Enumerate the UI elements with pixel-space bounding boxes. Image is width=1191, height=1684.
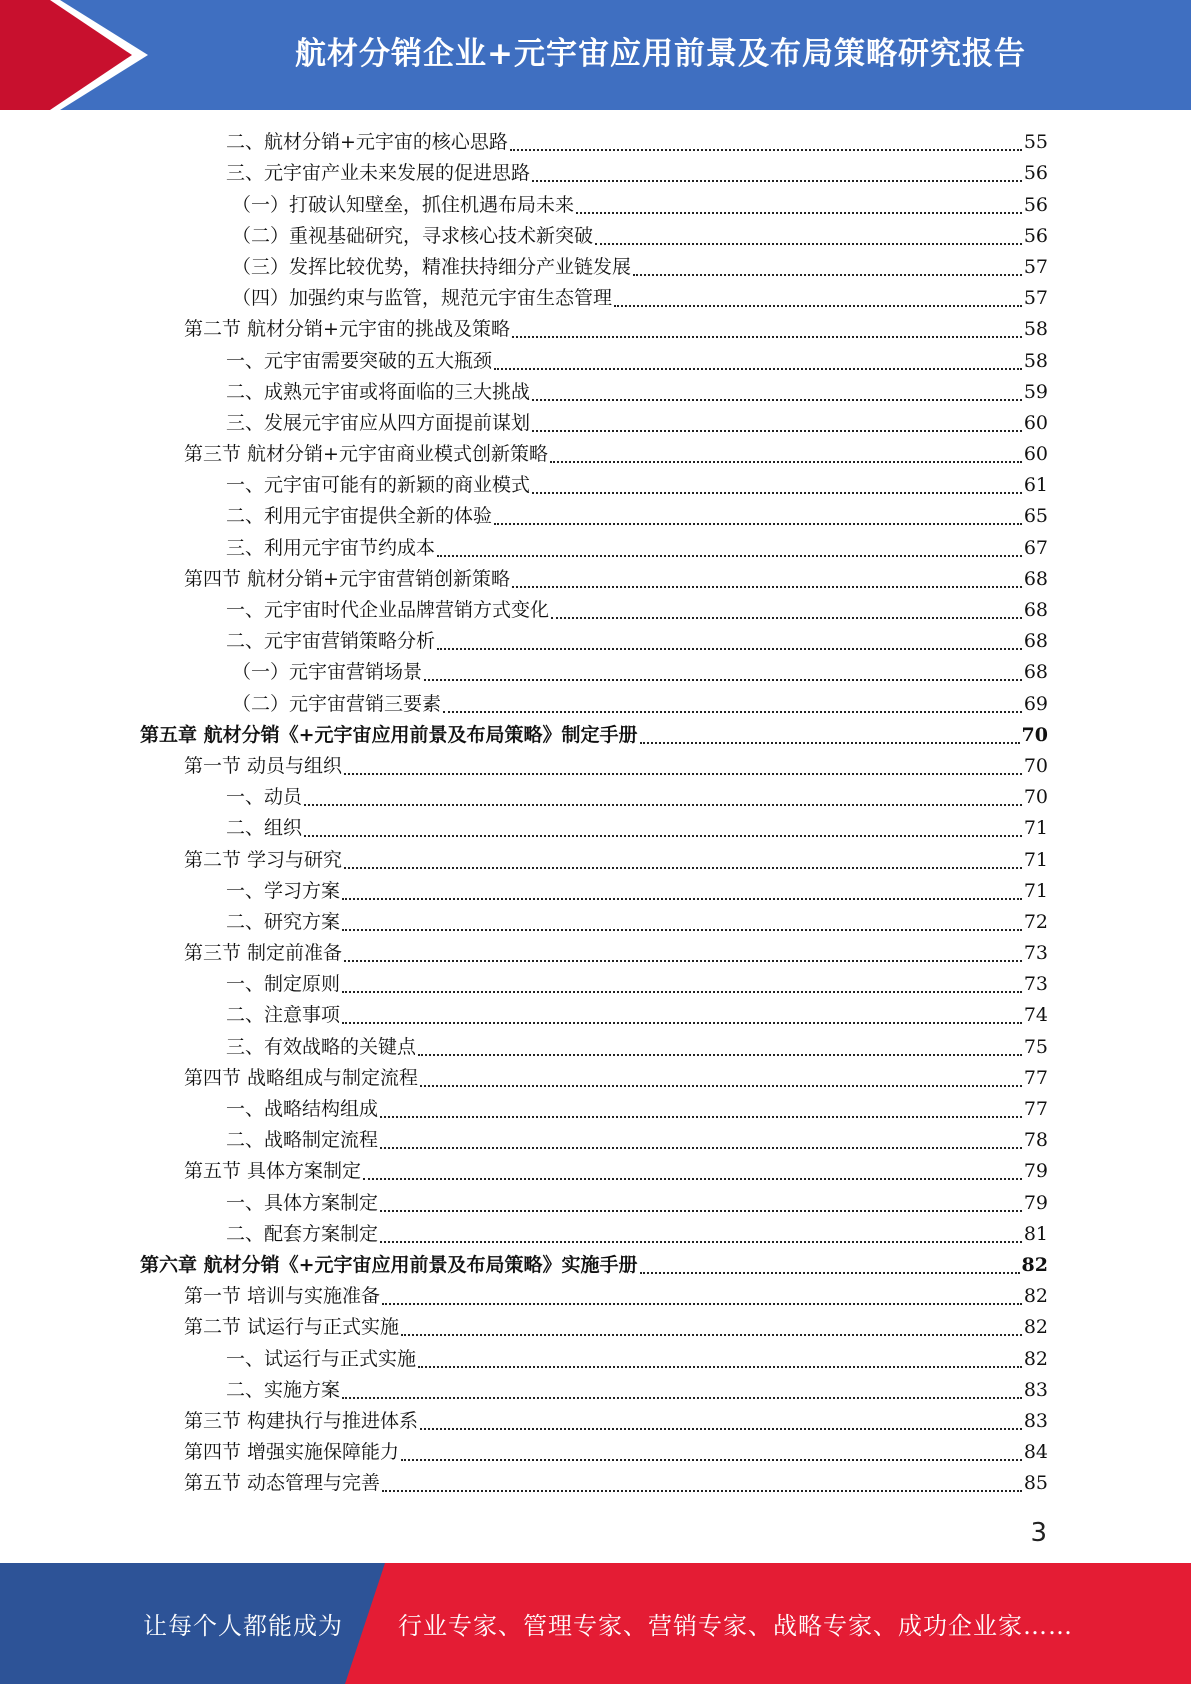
- toc-entry-title: 一、元宇宙时代企业品牌营销方式变化: [226, 599, 550, 621]
- toc-entry-page: 60: [1023, 411, 1048, 434]
- toc-entry-title: 一、元宇宙需要突破的五大瓶颈: [226, 349, 493, 372]
- toc-leader-dots: [640, 742, 1020, 744]
- page-header: [0, 0, 1191, 110]
- toc-entry-title: 第二节 试运行与正式实施: [184, 1316, 400, 1339]
- toc-entry-title: 二、配套方案制定: [226, 1222, 379, 1245]
- toc-entry-page: 70: [1023, 754, 1048, 777]
- toc-leader-dots: [576, 212, 1022, 214]
- toc-entry-title: 二、利用元宇宙提供全新的体验: [226, 505, 493, 528]
- toc-entry-page: 55: [1023, 131, 1048, 154]
- toc-leader-dots: [342, 1397, 1022, 1399]
- footer-slogan-left: 让每个人都能成为: [143, 1612, 343, 1640]
- toc-entry-title: 第五章 航材分销《+元宇宙应用前景及布局策略》制定手册: [140, 723, 638, 746]
- toc-leader-dots: [342, 1022, 1022, 1024]
- toc-leader-dots: [512, 586, 1022, 588]
- toc-entry-page: 85: [1023, 1472, 1048, 1495]
- toc-entry-title: 二、组织: [226, 817, 303, 840]
- toc-entry-title: （二）重视基础研究，寻求核心技术新突破: [232, 224, 594, 247]
- toc-leader-dots: [344, 960, 1022, 962]
- toc-entry[interactable]: [140, 782, 1048, 813]
- toc-entry-title: 二、研究方案: [226, 910, 341, 933]
- toc-entry[interactable]: [140, 127, 1048, 158]
- toc-entry-page: 73: [1023, 942, 1048, 965]
- toc-leader-dots: [344, 773, 1022, 775]
- toc-entry[interactable]: [140, 408, 1048, 439]
- toc-entry-title: 三、有效战略的关键点: [226, 1035, 417, 1058]
- toc-entry[interactable]: [140, 439, 1048, 470]
- toc-entry-title: 第四节 航材分销+元宇宙营销创新策略: [184, 567, 510, 590]
- toc-entry-title: （四）加强约束与监管，规范元宇宙生态管理: [232, 287, 613, 310]
- toc-leader-dots: [420, 1085, 1022, 1087]
- toc-entry[interactable]: [140, 1468, 1048, 1499]
- toc-entry-title: 一、试运行与正式实施: [226, 1347, 417, 1370]
- toc-entry[interactable]: [140, 1375, 1048, 1406]
- toc-entry-page: 74: [1023, 1004, 1048, 1027]
- toc-leader-dots: [380, 1241, 1022, 1243]
- toc-leader-dots: [304, 804, 1022, 806]
- toc-leader-dots: [342, 929, 1022, 931]
- toc-leader-dots: [494, 368, 1022, 370]
- toc-entry-page: 58: [1023, 349, 1048, 372]
- toc-entry-title: （三）发挥比较优势，精准扶持细分产业链发展: [232, 255, 632, 278]
- toc-entry[interactable]: [140, 813, 1048, 844]
- toc-entry[interactable]: [140, 876, 1048, 907]
- toc-entry-page: 56: [1023, 224, 1048, 247]
- toc-entry[interactable]: [140, 189, 1048, 220]
- toc-entry-title: 一、动员: [226, 786, 303, 809]
- toc-entry[interactable]: [140, 1031, 1048, 1062]
- toc-leader-dots: [443, 711, 1022, 713]
- toc-leader-dots: [437, 648, 1022, 650]
- toc-entry[interactable]: [140, 938, 1048, 969]
- toc-entry[interactable]: [140, 345, 1048, 376]
- footer-slogan-right: 行业专家、管理专家、营销专家、战略专家、成功企业家……: [398, 1612, 1073, 1640]
- toc-entry-title: 第二节 航材分销+元宇宙的挑战及策略: [184, 318, 510, 341]
- toc-entry-page: 84: [1023, 1441, 1048, 1464]
- toc-leader-dots: [380, 1147, 1022, 1149]
- toc-entry[interactable]: [140, 595, 1048, 626]
- toc-entry[interactable]: [140, 470, 1048, 501]
- toc-leader-dots: [532, 399, 1022, 401]
- toc-entry[interactable]: [140, 969, 1048, 1000]
- toc-leader-dots: [614, 305, 1022, 307]
- toc-entry-title: 三、发展元宇宙应从四方面提前谋划: [226, 411, 531, 434]
- toc-entry[interactable]: [140, 1187, 1048, 1218]
- toc-entry[interactable]: [140, 1156, 1048, 1187]
- toc-entry-page: 67: [1023, 536, 1048, 559]
- toc-entry[interactable]: [140, 907, 1048, 938]
- toc-entry[interactable]: [140, 532, 1048, 563]
- toc-entry-page: 57: [1023, 287, 1048, 310]
- toc-leader-dots: [304, 835, 1022, 837]
- toc-entry[interactable]: [140, 720, 1048, 751]
- toc-entry[interactable]: [140, 158, 1048, 189]
- toc-entry-page: 82: [1023, 1285, 1048, 1308]
- toc-entry-title: 三、利用元宇宙节约成本: [226, 536, 436, 559]
- toc-entry-title: （二）元宇宙营销三要素: [232, 692, 442, 715]
- toc-leader-dots: [551, 617, 1022, 619]
- toc-entry-title: 一、战略结构组成: [226, 1098, 379, 1120]
- toc-leader-dots: [633, 274, 1022, 276]
- toc-entry-title: 第二节 学习与研究: [184, 848, 343, 871]
- toc-entry[interactable]: [140, 1219, 1048, 1250]
- toc-entry-page: 77: [1023, 1066, 1048, 1089]
- toc-entry-page: 71: [1023, 879, 1048, 902]
- toc-leader-dots: [420, 1428, 1022, 1430]
- toc-entry-page: 59: [1023, 380, 1048, 403]
- toc-entry[interactable]: [140, 221, 1048, 252]
- toc-entry[interactable]: [140, 314, 1048, 345]
- toc-entry-page: 82: [1023, 1316, 1048, 1339]
- toc-entry[interactable]: [140, 1281, 1048, 1312]
- toc-entry[interactable]: [140, 1437, 1048, 1468]
- toc-entry-title: 第四节 战略组成与制定流程: [184, 1066, 419, 1089]
- toc-entry-page: 68: [1023, 630, 1048, 653]
- toc-entry[interactable]: [140, 751, 1048, 782]
- toc-entry[interactable]: [140, 844, 1048, 875]
- toc-entry[interactable]: [140, 1125, 1048, 1156]
- toc-leader-dots: [424, 679, 1022, 681]
- toc-entry-title: 一、元宇宙可能有的新颖的商业模式: [226, 474, 531, 497]
- toc-entry-title: （一）打破认知壁垒，抓住机遇布局未来: [232, 193, 575, 216]
- toc-entry[interactable]: [140, 1000, 1048, 1031]
- toc-leader-dots: [380, 1210, 1022, 1212]
- toc-entry-title: 二、成熟元宇宙或将面临的三大挑战: [226, 380, 531, 403]
- toc-entry-page: 81: [1023, 1222, 1048, 1245]
- toc-leader-dots: [418, 1054, 1022, 1056]
- toc-leader-dots: [532, 430, 1022, 432]
- toc-leader-dots: [512, 336, 1022, 338]
- toc-leader-dots: [382, 1490, 1022, 1492]
- toc-entry-title: 第一节 培训与实施准备: [184, 1285, 381, 1308]
- toc-entry[interactable]: [140, 1312, 1048, 1343]
- toc-entry-page: 68: [1023, 599, 1048, 621]
- toc-entry-page: 61: [1023, 474, 1048, 497]
- toc-entry[interactable]: [140, 252, 1048, 283]
- toc-entry-page: 68: [1023, 567, 1048, 590]
- toc-entry-title: 一、制定原则: [226, 973, 341, 996]
- page-number: 3: [1030, 1518, 1047, 1548]
- toc-entry-title: 第一节 动员与组织: [184, 754, 343, 777]
- toc-entry[interactable]: [140, 1250, 1048, 1281]
- toc-entry[interactable]: [140, 501, 1048, 532]
- toc-entry-page: 56: [1023, 193, 1048, 216]
- toc-entry-title: （一）元宇宙营销场景: [232, 661, 423, 684]
- toc-leader-dots: [510, 149, 1022, 151]
- toc-entry[interactable]: [140, 657, 1048, 688]
- toc-entry-page: 79: [1023, 1191, 1048, 1214]
- toc-entry-page: 73: [1023, 973, 1048, 996]
- toc-leader-dots: [595, 243, 1022, 245]
- toc-leader-dots: [640, 1272, 1020, 1274]
- report-title: 航材分销企业+元宇宙应用前景及布局策略研究报告: [295, 35, 1026, 72]
- toc-entry-title: 一、学习方案: [226, 879, 341, 902]
- toc-entry[interactable]: [140, 1343, 1048, 1374]
- toc-entry-page: 83: [1023, 1409, 1048, 1432]
- toc-leader-dots: [382, 1303, 1022, 1305]
- toc-entry-title: 三、元宇宙产业未来发展的促进思路: [226, 162, 531, 185]
- table-of-contents: [140, 127, 1048, 1499]
- toc-leader-dots: [344, 867, 1022, 869]
- page-footer: [0, 1563, 1191, 1684]
- toc-entry[interactable]: [140, 1063, 1048, 1094]
- toc-entry-page: 79: [1023, 1160, 1048, 1183]
- toc-leader-dots: [550, 461, 1022, 463]
- toc-entry[interactable]: [140, 688, 1048, 719]
- toc-entry-title: 第四节 增强实施保障能力: [184, 1441, 400, 1464]
- toc-entry-title: 二、元宇宙营销策略分析: [226, 630, 436, 653]
- toc-leader-dots: [532, 492, 1022, 494]
- toc-entry[interactable]: [140, 1094, 1048, 1125]
- toc-entry-title: 第三节 构建执行与推进体系: [184, 1409, 419, 1432]
- toc-entry-title: 二、战略制定流程: [226, 1129, 379, 1152]
- toc-entry-page: 72: [1023, 910, 1048, 933]
- toc-entry[interactable]: [140, 564, 1048, 595]
- toc-entry-title: 二、注意事项: [226, 1004, 341, 1027]
- toc-entry[interactable]: [140, 283, 1048, 314]
- toc-leader-dots: [494, 523, 1022, 525]
- toc-entry-page: 56: [1023, 162, 1048, 185]
- toc-leader-dots: [342, 991, 1022, 993]
- toc-entry[interactable]: [140, 377, 1048, 408]
- toc-leader-dots: [380, 1116, 1022, 1118]
- toc-leader-dots: [342, 898, 1022, 900]
- toc-entry-page: 75: [1023, 1035, 1048, 1058]
- toc-entry-page: 68: [1023, 661, 1048, 684]
- toc-entry-page: 60: [1023, 443, 1048, 466]
- toc-entry-page: 69: [1023, 692, 1048, 715]
- toc-entry-page: 65: [1023, 505, 1048, 528]
- toc-entry-title: 第五节 具体方案制定: [184, 1160, 362, 1183]
- toc-entry-page: 83: [1023, 1378, 1048, 1401]
- toc-entry-title: 第三节 制定前准备: [184, 942, 343, 965]
- toc-leader-dots: [418, 1366, 1022, 1368]
- toc-entry-title: 一、具体方案制定: [226, 1191, 379, 1214]
- toc-entry-page: 77: [1023, 1098, 1048, 1120]
- toc-leader-dots: [532, 180, 1022, 182]
- toc-entry-page: 78: [1023, 1129, 1048, 1152]
- toc-entry-page: 58: [1023, 318, 1048, 341]
- toc-leader-dots: [363, 1178, 1022, 1180]
- toc-entry-page: 71: [1023, 817, 1048, 840]
- toc-entry-title: 二、航材分销+元宇宙的核心思路: [226, 131, 508, 154]
- toc-entry[interactable]: [140, 1406, 1048, 1437]
- toc-entry-page: 82: [1021, 1253, 1048, 1276]
- toc-leader-dots: [437, 555, 1022, 557]
- toc-entry-page: 71: [1023, 848, 1048, 871]
- toc-entry-page: 70: [1023, 786, 1048, 809]
- toc-entry-title: 第六章 航材分销《+元宇宙应用前景及布局策略》实施手册: [140, 1253, 638, 1276]
- toc-leader-dots: [401, 1334, 1022, 1336]
- toc-entry-title: 第五节 动态管理与完善: [184, 1472, 381, 1495]
- toc-leader-dots: [401, 1459, 1022, 1461]
- toc-entry-page: 70: [1021, 723, 1048, 746]
- toc-entry-title: 二、实施方案: [226, 1378, 341, 1401]
- toc-entry[interactable]: [140, 626, 1048, 657]
- toc-entry-title: 第三节 航材分销+元宇宙商业模式创新策略: [184, 443, 548, 466]
- toc-entry-page: 57: [1023, 255, 1048, 278]
- toc-entry-page: 82: [1023, 1347, 1048, 1370]
